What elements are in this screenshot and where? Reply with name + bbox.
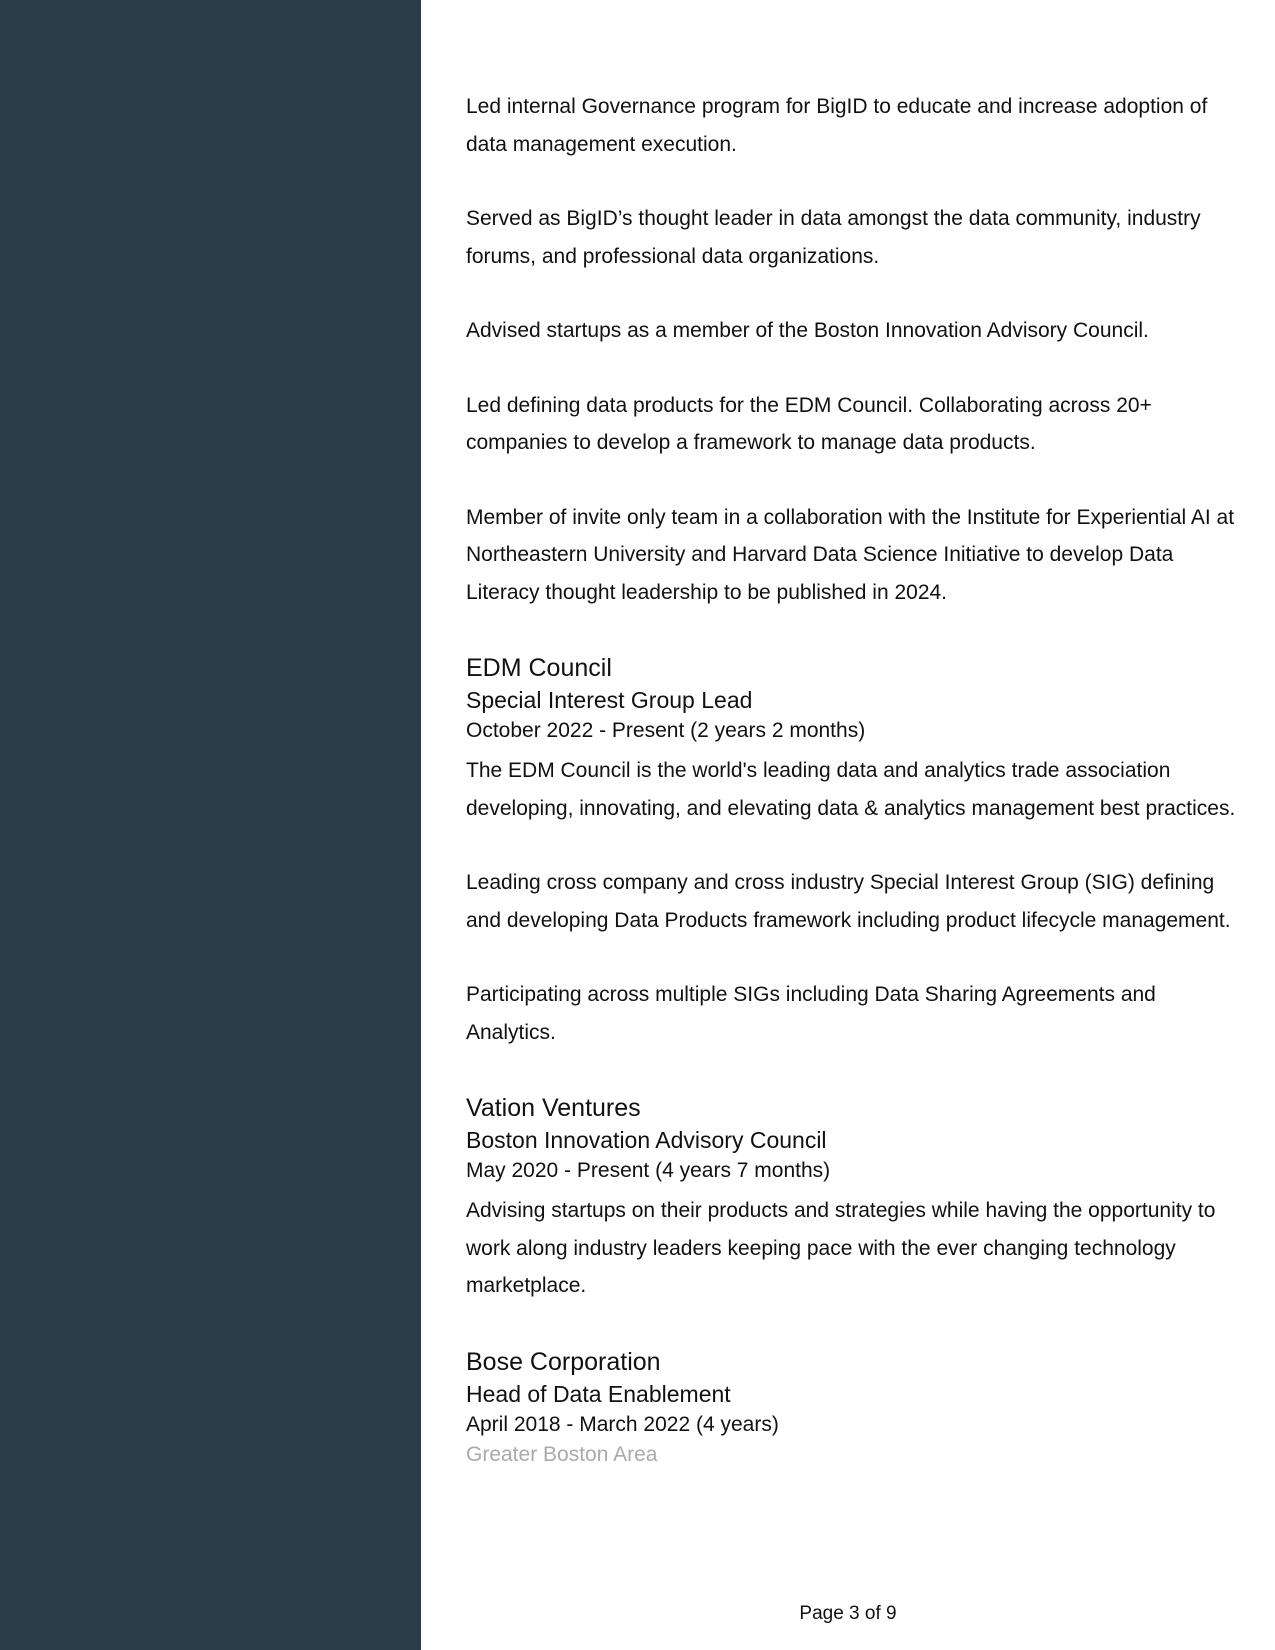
job-paragraph: Leading cross company and cross industry Special Interest Group (SIG) defining and developing Data Products framework including product lifecycle management. <box>466 871 1231 932</box>
sidebar-panel <box>0 0 421 1650</box>
job-description <box>466 1192 1236 1305</box>
page-number: Page 3 of 9 <box>799 1603 897 1624</box>
job-entry-vation-ventures <box>466 1092 1236 1305</box>
job-entry-edm-council <box>466 652 1236 1051</box>
job-dates: October 2022 - Present (2 years 2 months) <box>466 719 866 742</box>
job-paragraph: Advising startups on their products and strategies while having the opportunity to work along industry leaders keeping pace with the ever changing technology marketplace. <box>466 1199 1216 1297</box>
job-description <box>466 752 1236 1051</box>
intro-paragraph: Led internal Governance program for BigID to educate and increase adoption of data management execution. <box>466 95 1208 156</box>
job-title: Special Interest Group Lead <box>466 687 753 713</box>
job-location: Greater Boston Area <box>466 1442 658 1466</box>
job-dates: April 2018 - March 2022 (4 years) <box>466 1412 779 1436</box>
intro-paragraph: Member of invite only team in a collaboration with the Institute for Experiential AI at Northeastern University and Harvard Data Science Initiative to develop Data Literacy thought leadership to be published in 2024. <box>466 505 1235 604</box>
job-title: Head of Data Enablement <box>466 1380 731 1407</box>
job-paragraph: The EDM Council is the world's leading data and analytics trade association developing, innovating, and elevating data & analytics management best practices. <box>466 759 1236 820</box>
main-content <box>466 88 1236 1470</box>
intro-paragraph: Advised startups as a member of the Boston Innovation Advisory Council. <box>466 319 1149 342</box>
company-name: EDM Council <box>466 654 612 682</box>
intro-paragraph: Led defining data products for the EDM Council. Collaborating across 20+ companies to develop a framework to manage data products. <box>466 393 1152 454</box>
company-name: Bose Corporation <box>466 1347 661 1376</box>
job-title: Boston Innovation Advisory Council <box>466 1127 827 1153</box>
company-name: Vation Ventures <box>466 1094 641 1122</box>
job-paragraph: Participating across multiple SIGs including Data Sharing Agreements and Analytics. <box>466 983 1156 1044</box>
intro-paragraph: Served as BigID’s thought leader in data amongst the data community, industry forums, and professional data organizations. <box>466 207 1201 268</box>
job-entry-bose-corporation <box>466 1346 1236 1470</box>
job-dates: May 2020 - Present (4 years 7 months) <box>466 1159 831 1182</box>
intro-section <box>466 88 1236 611</box>
